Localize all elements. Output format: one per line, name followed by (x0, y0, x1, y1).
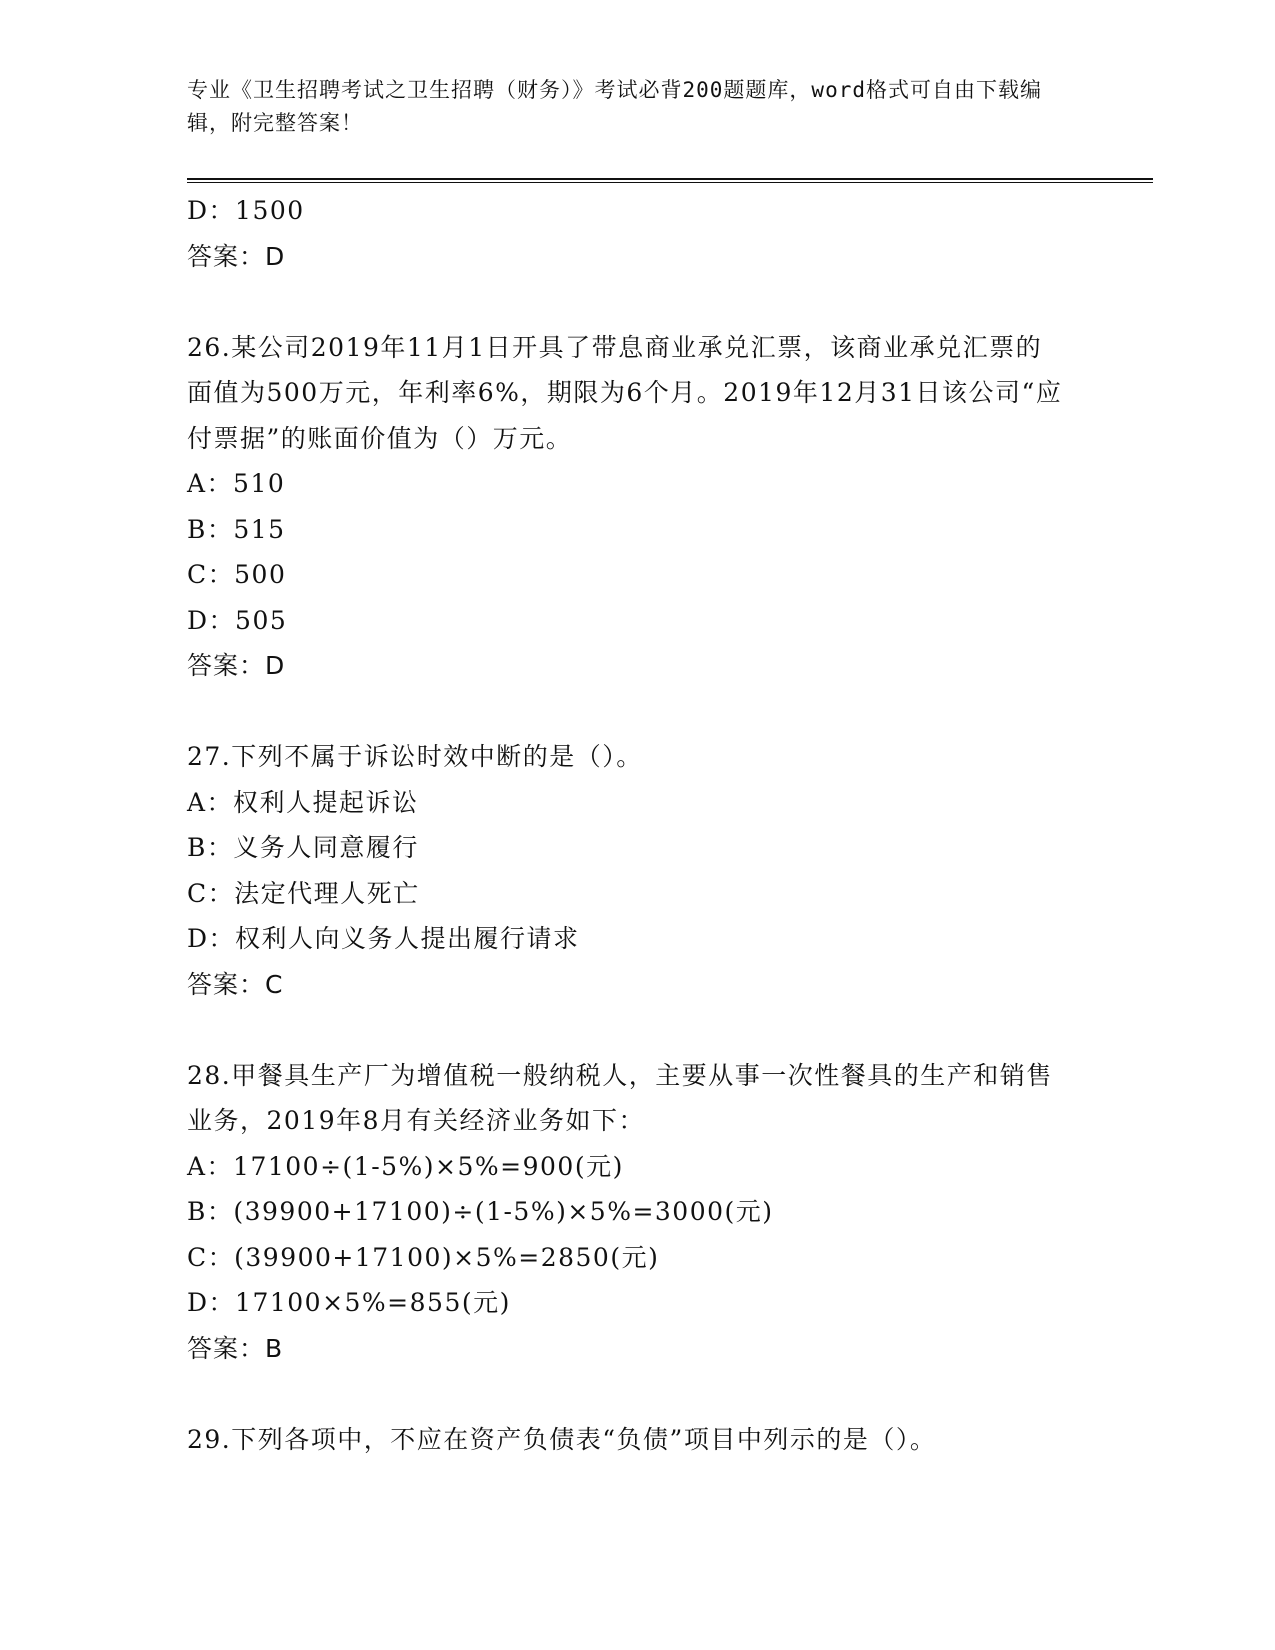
answer: 答案：C (187, 969, 284, 999)
question-26 (187, 325, 1087, 689)
option-d: D：权利人向义务人提出履行请求 (187, 924, 580, 953)
option-c: C：法定代理人死亡 (187, 878, 420, 908)
option-d: D：505 (187, 605, 288, 635)
option-c: C：500 (187, 560, 287, 589)
option-b: B：(39900+17100)÷(1-5%)×5%=3000(元) (187, 1197, 774, 1226)
option-a: A：510 (187, 469, 286, 498)
option-a: A：17100÷(1-5%)×5%=900(元) (187, 1151, 624, 1181)
question-stem: 26.某公司2019年11月1日开具了带息商业承兑汇票，该商业承兑汇票的面值为500万元，年利率6%，期限为6个月。2019年12月31日该公司“应付票据”的账面价值为（）万元。 (187, 332, 1063, 453)
spacer (187, 1007, 1087, 1053)
option-b: B：515 (187, 514, 286, 544)
document-header: 专业《卫生招聘考试之卫生招聘（财务）》考试必背200题题库，word格式可自由下载编辑，附完整答案！ (187, 78, 1042, 135)
question-stem: 29.下列各项中，不应在资产负债表“负债”项目中列示的是（）。 (187, 1424, 937, 1454)
question-28 (187, 1053, 1087, 1372)
answer: 答案：B (187, 1333, 284, 1363)
spacer (187, 279, 1087, 325)
question-stem: 27.下列不属于诉讼时效中断的是（）。 (187, 742, 643, 771)
spacer (187, 1371, 1087, 1417)
question-29 (187, 1417, 1087, 1463)
option-a: A：权利人提起诉讼 (187, 787, 419, 817)
header-rule-thin (187, 182, 1153, 183)
prev-option-d: D：1500 (187, 196, 305, 225)
spacer (187, 689, 1087, 735)
question-27 (187, 734, 1087, 1007)
prev-answer: 答案：D (187, 241, 286, 271)
header-rule-thick (187, 178, 1153, 180)
option-c: C：(39900+17100)×5%=2850(元) (187, 1242, 660, 1272)
document-body (187, 188, 1087, 1462)
question-stem: 28.甲餐具生产厂为增值税一般纳税人，主要从事一次性餐具的生产和销售业务，2019年8月有关经济业务如下： (187, 1060, 1053, 1135)
answer: 答案：D (187, 651, 286, 680)
option-b: B：义务人同意履行 (187, 833, 419, 862)
option-d: D：17100×5%=855(元) (187, 1288, 511, 1317)
